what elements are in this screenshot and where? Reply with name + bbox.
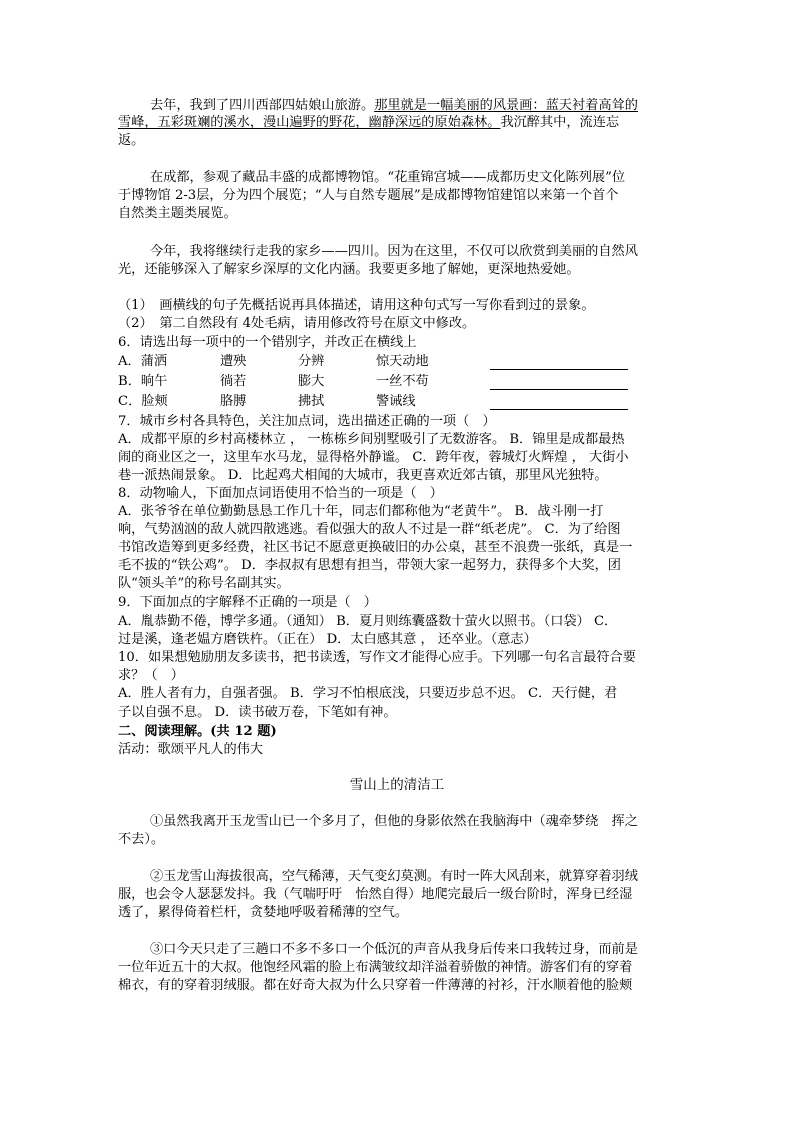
paragraph-1-line-2 — [118, 115, 678, 131]
question-10-option-line-2: 子以自强不息。 D．读书破万卷，下笔如有神。 — [118, 705, 397, 720]
q6-row-a-answer-blank[interactable] — [490, 369, 628, 370]
article-paragraph-1-line-1: ①虽然我离开玉龙雪山已一个多月了，但他的身影依然在我脑海中（魂牵梦绕 挥之 — [150, 814, 638, 829]
sub-question-1: （1） 画横线的句子先概括说再具体描述，请用这种句式写一写你看到过的景象。 — [118, 298, 595, 313]
question-8-line-4: 毛不拔的“铁公鸡”。 D．李叔叔有思想有担当，带领大家一起努力，获得多个大奖，团 — [118, 558, 621, 573]
question-9-line-2: 过是溪，逢老媪方磨铁杵。（正在） D．太白感其意 ， 还卒业。（意志） — [118, 632, 537, 647]
q6-row-a-word-3: 分辨 — [298, 354, 325, 369]
question-10-line-1: 10．如果想勉励朋友多读书，把书读透，写作文才能得心应手。下列哪一句名言最符合要 — [118, 650, 636, 665]
paragraph-3-line-1: 今年，我将继续行走我的家乡——四川。因为在这里，不仅可以欣赏到美丽的自然风 — [150, 244, 638, 259]
question-8-line-3: 书馆改造筹到更多经费，社区书记不愿意更换破旧的办公桌，甚至不浪费一张纸，真是一 — [118, 540, 633, 555]
article-paragraph-2-line-2: 服，也会令人瑟瑟发抖。我（气喘吁吁 怡然自得）地爬完最后一级台阶时，浑身已经湿 — [118, 887, 633, 902]
q6-row-c-word-3: 拂拭 — [298, 394, 325, 409]
article-paragraph-1-line-2: 不去）。 — [118, 832, 165, 847]
article-paragraph-3-line-1: ③口今天只走了三趟口不多不多口一个低沉的声音从我身后传来口我转过身，而前是 — [150, 942, 638, 957]
article-title: 雪山上的清洁工 — [349, 777, 445, 793]
q6-row-b-word-2: 徜若 — [220, 374, 247, 389]
question-7-line-1: A．成都平原的乡村高楼林立 ， 一栋栋乡间别墅吸引了无数游客。 B．锦里是成都最热 — [118, 432, 625, 447]
q6-row-a-label: A．蒲洒 — [118, 354, 168, 369]
paragraph-3-line-2: 光，还能够深入了解家乡深厚的文化内涵。我要更多地了解她，更深地热爱她。 — [118, 262, 580, 277]
question-10-option-line-1: A．胜人者有力，自强者强。 B．学习不怕根底浅，只要迈步总不迟。 C．天行健，君 — [118, 686, 618, 701]
paragraph-2-line-1: 在成都，参观了藏品丰盛的成都博物馆。“花重锦宫城——成都历史文化陈列展”位 — [150, 170, 626, 185]
q6-row-a-word-4: 惊天动地 — [376, 354, 429, 369]
question-9-stem: 9．下面加点的字解释不正确的一项是（ ） — [118, 595, 377, 610]
q6-row-b-answer-blank[interactable] — [490, 389, 628, 390]
article-paragraph-3-line-2: 一位年近五十的大叔。他饱经风霜的脸上布满皱纹却洋溢着骄傲的神情。游客们有的穿着 — [118, 960, 633, 975]
question-7-stem: 7．城市乡村各具特色，关注加点词，选出描述正确的一项（ ） — [118, 414, 496, 429]
article-paragraph-3-line-3: 棉衣，有的穿着羽绒服。都在好奇大叔为什么只穿着一件薄薄的衬衫，汗水顺着他的脸颊 — [118, 978, 633, 993]
underlined-sentence-part-1: 那里就是一幅美丽的风景画：蓝天衬着高耸的 — [374, 98, 638, 113]
q6-row-b-word-4: 一丝不苟 — [376, 374, 429, 389]
underlined-sentence-part-2: 雪峰，五彩斑斓的溪水，漫山遍野的野花，幽静深远的原始森林。 — [118, 115, 501, 130]
q6-row-b-label: B．晌午 — [118, 374, 168, 389]
question-8-line-2: 响，气势汹汹的敌人就四散逃逃。看似强大的敌人不过是一群“纸老虎”。 C．为了给图 — [118, 522, 621, 537]
section-2-heading: 二、阅读理解。(共 12 题) — [118, 724, 277, 739]
question-6-stem: 6．请选出每一项中的一个错别字，并改正在横线上 — [118, 335, 417, 350]
paragraph-1-line-3: 返。 — [118, 133, 145, 148]
question-8-line-1: A．张爷爷在单位勤勤恳恳工作几十年，同志们都称他为“老黄牛”。 B．战斗刚一打 — [118, 504, 604, 519]
sub-question-2: （2） 第二自然段有 4处毛病，请用修改符号在原文中修改。 — [118, 316, 476, 331]
activity-label: 活动：歌颂平凡人的伟大 — [118, 742, 264, 757]
q6-row-a-word-2: 遭殃 — [220, 354, 247, 369]
paragraph-1-line-1 — [150, 98, 680, 114]
q6-row-c-label: C．脸颊 — [118, 394, 168, 409]
question-8-stem: 8．动物喻人，下面加点词语使用不恰当的一项是（ ） — [118, 486, 443, 501]
question-9-line-1: A．胤恭勤不倦，博学多通。（通知） B．夏月则练囊盛数十萤火以照书。（口袋） C． — [118, 614, 618, 629]
question-7-line-2: 闹的商业区之一，这里车水马龙，显得格外静谧。 C．跨年夜，蓉城灯火辉煌 ， 大街小 — [118, 450, 629, 465]
q6-row-c-answer-blank[interactable] — [490, 409, 628, 410]
q6-row-c-word-2: 胳膊 — [220, 394, 247, 409]
q6-row-b-word-3: 膨大 — [298, 374, 325, 389]
paragraph-1-line-2-plain: 我沉醉其中，流连忘 — [500, 115, 620, 130]
article-paragraph-2-line-1: ②玉龙雪山海拔很高，空气稀薄，天气变幻莫测。有时一阵大风刮来，就算穿着羽绒 — [150, 869, 638, 884]
question-10-line-2: 求？（ ） — [118, 668, 184, 683]
paragraph-1-line-1-plain: 去年，我到了四川西部四姑娘山旅游。 — [150, 98, 375, 113]
article-paragraph-2-line-3: 透了，累得倚着栏杆，贪婪地呼吸着稀薄的空气。 — [118, 905, 409, 920]
question-8-line-5: 队“领头羊”的称号名副其实。 — [118, 576, 290, 591]
question-7-line-3: 巷一派热闹景象。 D．比起鸡犬相闻的大城市，我更喜欢近郊古镇，那里风光独特。 — [118, 468, 608, 483]
paragraph-2-line-3: 自然类主题类展览。 — [118, 206, 237, 221]
q6-row-c-word-4: 警诫线 — [376, 394, 416, 409]
paragraph-2-line-2: 于博物馆 2-3层，分为四个展览；“人与自然专题展”是成都博物馆建馆以来第一个首个 — [118, 188, 619, 203]
